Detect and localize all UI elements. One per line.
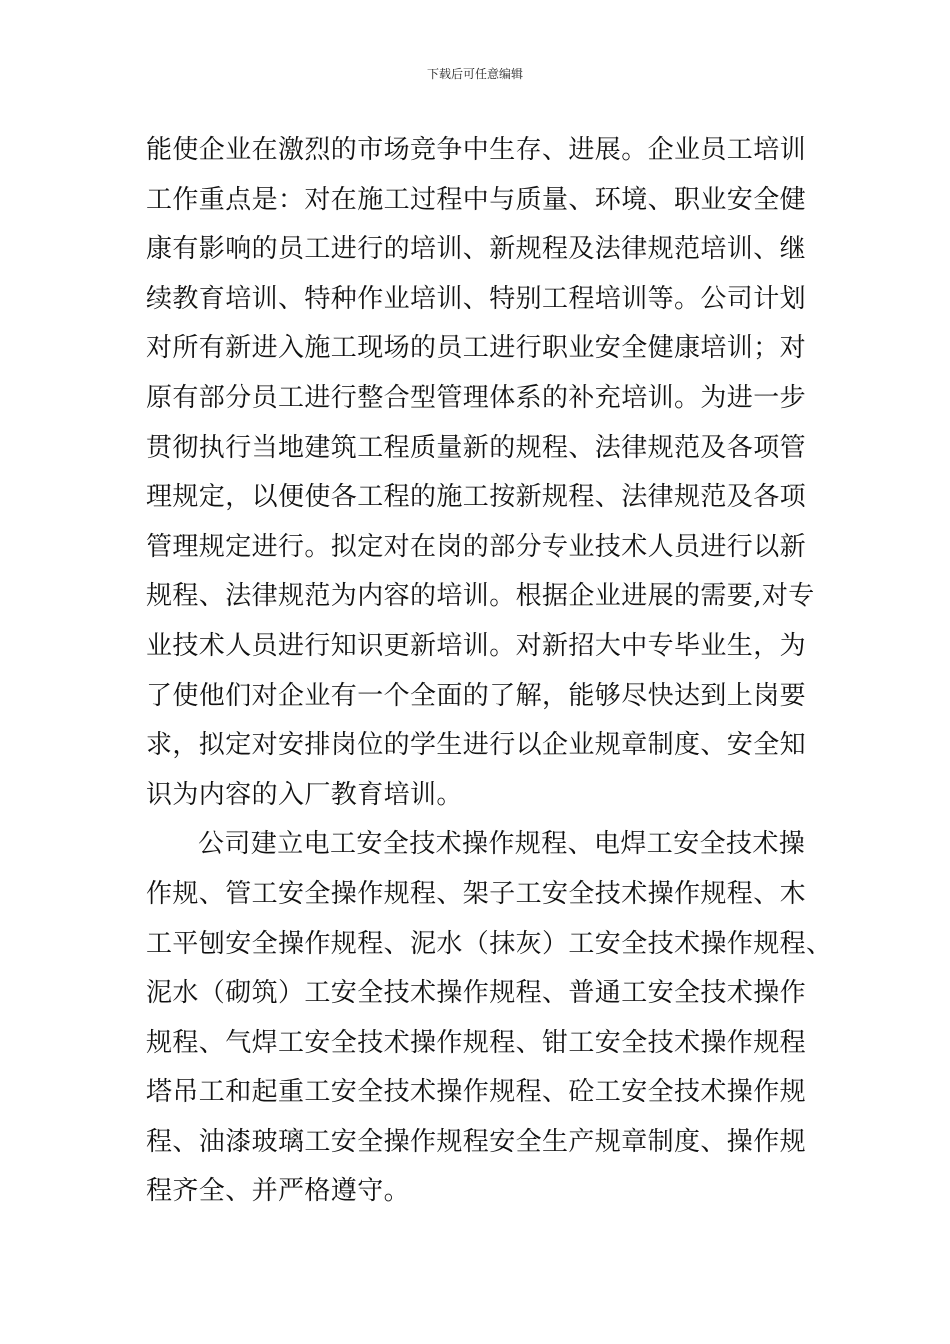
text-line: 规程、法律规范为内容的培训。根据企业进展的需要,对专 [146, 581, 815, 612]
text-line: 公司建立电工安全技术操作规程、电焊工安全技术操 [198, 829, 806, 860]
text-line: 业技术人员进行知识更新培训。对新招大中专毕业生，为 [146, 630, 807, 661]
text-line: 识为内容的入厂教育培训。 [146, 779, 463, 810]
text-line: 工作重点是：对在施工过程中与质量、环境、职业安全健 [146, 184, 807, 215]
document-body [146, 126, 833, 1217]
text-line: 对所有新进入施工现场的员工进行职业安全健康培训；对 [146, 333, 807, 364]
text-line: 理规定，以便使各工程的施工按新规程、法律规范及各项 [146, 482, 807, 513]
text-line: 管理规定进行。拟定对在岗的部分专业技术人员进行以新 [146, 531, 807, 562]
paragraph-2 [146, 820, 833, 1217]
text-line: 作规、管工安全操作规程、架子工安全技术操作规程、木 [146, 878, 807, 909]
text-line: 康有影响的员工进行的培训、新规程及法律规范培训、继 [146, 234, 807, 265]
text-line: 求，拟定对安排岗位的学生进行以企业规章制度、安全知 [146, 730, 807, 761]
text-line: 续教育培训、特种作业培训、特别工程培训等。公司计划 [146, 283, 807, 314]
text-line: 塔吊工和起重工安全技术操作规程、砼工安全技术操作规 [146, 1077, 807, 1108]
text-line: 规程、气焊工安全技术操作规程、钳工安全技术操作规程 [146, 1027, 807, 1058]
text-line: 原有部分员工进行整合型管理体系的补充培训。为进一步 [146, 382, 807, 413]
paragraph-1 [146, 126, 826, 820]
text-line: 工平刨安全操作规程、泥水（抹灰）工安全技术操作规程、 [146, 928, 833, 959]
text-line: 程齐全、并严格遵守。 [146, 1176, 411, 1207]
text-line: 泥水（砌筑）工安全技术操作规程、普通工安全技术操作 [146, 978, 807, 1009]
page-header: 下载后可任意编辑 [426, 67, 523, 81]
text-line: 了使他们对企业有一个全面的了解，能够尽快达到上岗要 [146, 680, 807, 711]
text-line: 能使企业在激烈的市场竞争中生存、进展。企业员工培训 [146, 135, 807, 165]
text-line: 程、油漆玻璃工安全操作规程安全生产规章制度、操作规 [146, 1126, 807, 1157]
text-line: 贯彻执行当地建筑工程质量新的规程、法律规范及各项管 [146, 432, 807, 463]
